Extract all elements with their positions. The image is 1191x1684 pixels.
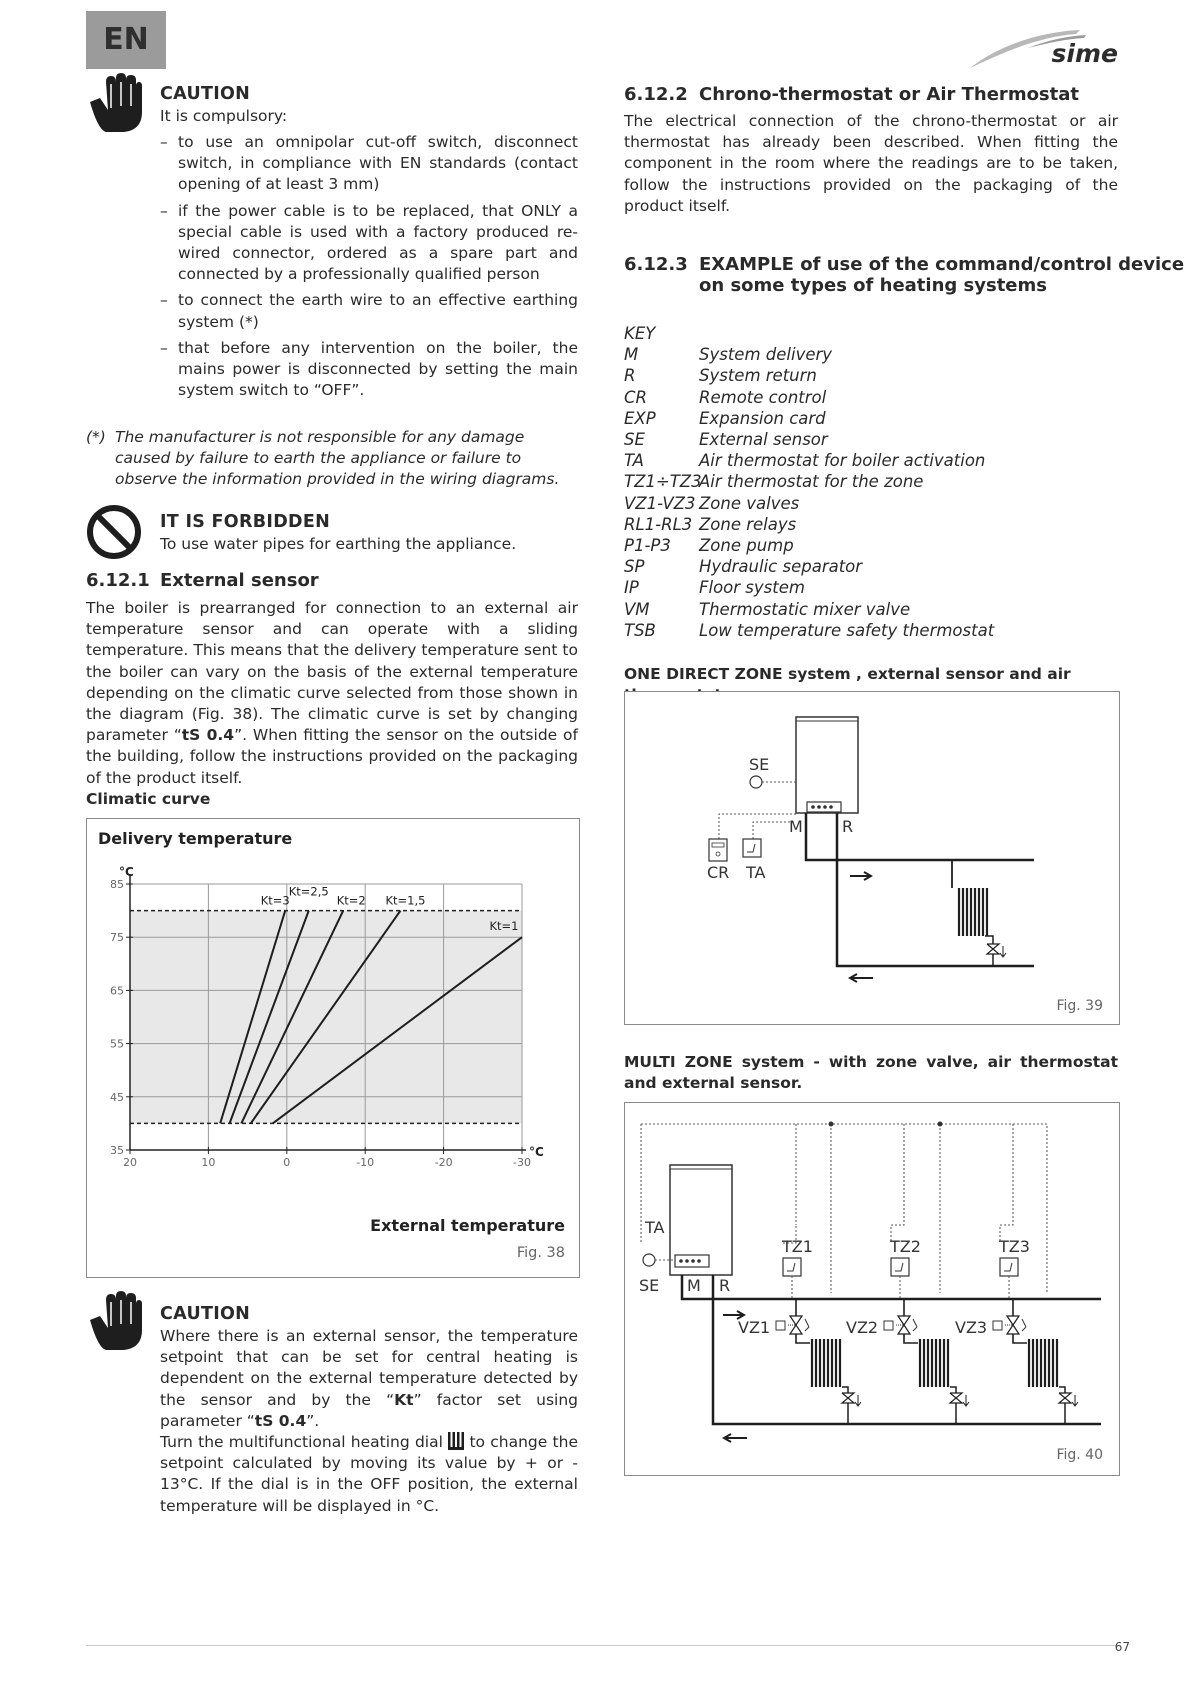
figure-number: Fig. 39 bbox=[1056, 998, 1103, 1014]
thermostat-icon bbox=[743, 839, 761, 857]
x-tick-label: 0 bbox=[283, 1156, 291, 1169]
r-label: R bbox=[842, 817, 854, 836]
key-row: TA Air thermostat for boiler activation bbox=[624, 451, 986, 471]
zone-valve-actuator bbox=[993, 1321, 1002, 1330]
figure-number: Fig. 38 bbox=[516, 1245, 565, 1261]
ta-label: TA bbox=[645, 1218, 665, 1237]
sensor-icon bbox=[750, 776, 762, 788]
delivery-pipe bbox=[682, 1275, 1101, 1299]
zone-valve-actuator bbox=[884, 1321, 893, 1330]
lockshield-valve bbox=[950, 1393, 962, 1403]
y-tick-label: 75 bbox=[110, 931, 124, 945]
y-tick-label: 55 bbox=[110, 1037, 124, 1051]
footnote-mark: (*) bbox=[86, 428, 106, 446]
radiator-feed bbox=[796, 1334, 810, 1343]
brand-name: sime bbox=[1051, 39, 1118, 68]
key-row: IP Floor system bbox=[624, 578, 805, 598]
y-tick-label: 85 bbox=[110, 878, 124, 891]
figure-number: Fig. 40 bbox=[1056, 1447, 1103, 1463]
valve-arrow bbox=[1072, 1395, 1078, 1406]
lockshield-valve bbox=[1059, 1393, 1071, 1403]
m-label: M bbox=[789, 817, 803, 836]
caution-list bbox=[160, 132, 578, 406]
chrono-thermostat-body: The electrical connection of the chrono-thermostat or air thermostat has already been described. When fitting the component in the room where the readings are to be taken, follow the instructions provided on the packaging of the product itself. bbox=[624, 112, 1118, 215]
forbidden-text: To use water pipes for earthing the appliance. bbox=[160, 535, 517, 553]
curve-label: Kt=2 bbox=[336, 893, 366, 908]
radiator-valve bbox=[987, 944, 999, 954]
cr-label: CR bbox=[707, 863, 730, 882]
language-tab: EN bbox=[86, 11, 166, 69]
list-item: – that before any intervention on the boiler, the mains power is disconnected by setting the main system switch to “OFF”. bbox=[160, 338, 578, 402]
caution-hand-icon bbox=[86, 1290, 142, 1352]
x-unit: °C bbox=[529, 1145, 544, 1159]
section-title: EXAMPLE of use of the command/control device on some types of heating systems bbox=[699, 254, 1185, 296]
curve-label: Kt=1 bbox=[489, 919, 519, 934]
list-item: – to connect the earth wire to an effective earthing system (*) bbox=[160, 290, 578, 332]
x-tick-label: 10 bbox=[201, 1156, 216, 1169]
key-row: M System delivery bbox=[624, 345, 833, 365]
radiator bbox=[959, 888, 987, 936]
key-row: RL1-RL3 Zone relays bbox=[624, 514, 797, 534]
caution-hand-icon bbox=[86, 72, 142, 134]
key-legend bbox=[624, 323, 1118, 641]
climatic-curve-figure bbox=[86, 818, 580, 1278]
fig39-diagram bbox=[624, 691, 1120, 1025]
radiator-feed bbox=[1013, 1334, 1027, 1343]
section-number: 6.12.2 bbox=[624, 84, 688, 105]
list-item: – to use an omnipolar cut-off switch, disconnect switch, in compliance with EN standards (contact opening of at least 3 mm) bbox=[160, 132, 578, 196]
caution-intro: It is compulsory: bbox=[160, 107, 288, 125]
figure-caption: ONE DIRECT ZONE system , external sensor and air bbox=[624, 665, 1071, 683]
x-tick-label: -20 bbox=[434, 1156, 453, 1169]
y-unit: °C bbox=[119, 865, 134, 879]
section-number: 6.12.3 bbox=[624, 254, 688, 275]
forbidden-title: IT IS FORBIDDEN bbox=[160, 512, 331, 532]
zone-valve-label: VZ3 bbox=[955, 1318, 988, 1337]
valve-arrow bbox=[963, 1395, 969, 1406]
return-pipe bbox=[837, 813, 1034, 966]
valve-mark bbox=[805, 1319, 809, 1331]
zone-valve-label: VZ1 bbox=[738, 1318, 771, 1337]
return-arrow bbox=[724, 1434, 747, 1442]
x-tick-label: 20 bbox=[123, 1156, 137, 1169]
y-tick-label: 35 bbox=[110, 1144, 124, 1157]
remote-control-icon bbox=[709, 839, 727, 861]
key-row: R System return bbox=[624, 366, 817, 386]
se-label: SE bbox=[639, 1276, 660, 1295]
ta-label: TA bbox=[746, 863, 766, 882]
m-label: M bbox=[687, 1276, 701, 1295]
return-arrow bbox=[850, 974, 873, 982]
radiator-out bbox=[842, 1387, 848, 1393]
zone-thermostat-label: TZ3 bbox=[999, 1237, 1030, 1256]
y-tick-label: 65 bbox=[110, 984, 124, 998]
key-title: KEY bbox=[624, 324, 656, 343]
x-axis-label: External temperature bbox=[370, 1216, 565, 1235]
valve-arrow bbox=[855, 1395, 861, 1406]
forbidden-icon bbox=[86, 504, 142, 560]
key-row: SP Hydraulic separator bbox=[624, 557, 863, 577]
key-row: SE External sensor bbox=[624, 430, 828, 450]
zone-valve-actuator bbox=[776, 1321, 785, 1330]
key-row: VZ1-VZ3 Zone valves bbox=[624, 493, 800, 513]
return-pipe bbox=[713, 1275, 1101, 1424]
flow-arrow bbox=[850, 872, 871, 880]
zone-thermostat-icon bbox=[1000, 1258, 1018, 1276]
r-label: R bbox=[719, 1276, 731, 1295]
footnote-text: The manufacturer is not responsible for any damage caused by failure to earth the appliance or failure to observe the information provided in the wiring diagrams. bbox=[115, 428, 560, 489]
zone-valve-icon bbox=[790, 1316, 802, 1334]
climatic-curve-chart bbox=[87, 819, 579, 1277]
external-sensor-body: The boiler is prearranged for connection to an external air temperature sensor and can operate with a sliding temperature. This means that the delivery temperature sent to the boiler can vary on the basis of the external temperature depending on the climatic curve selected from those shown in the diagram (Fig. 38). The climatic curve is set by changing parameter “tS 0.4”. When fitting the sensor on the outside of the building, follow the instructions provided on the packaging of the product itself. bbox=[86, 599, 578, 787]
footer-rule bbox=[86, 1645, 1120, 1646]
y-tick-label: 45 bbox=[110, 1090, 124, 1104]
list-item: – if the power cable is to be replaced, that ONLY a special cable is used with a factory produced re-wired connector, ordered as a spare part and connected by a professionally qualified person bbox=[160, 201, 578, 286]
sensor-icon bbox=[643, 1254, 655, 1266]
chart-caption: Climatic curve bbox=[86, 790, 211, 808]
zone-thermostat-label: TZ1 bbox=[782, 1237, 813, 1256]
section-title: External sensor bbox=[160, 570, 319, 591]
key-row: CR Remote control bbox=[624, 387, 827, 407]
key-row: VM Thermostatic mixer valve bbox=[624, 599, 911, 619]
caution-text: Where there is an external sensor, the temperature setpoint that can be set for central heating is dependent on the external temperature detected by the sensor and by the “Kt” factor set using parameter “tS 0.4”. Turn the multifunctional heating dial to change the setpoint calculated by moving its value by + or - 13°C. If the dial is in the OFF position, the external temperature will be displayed in °C. bbox=[160, 1327, 578, 1515]
se-label: SE bbox=[749, 755, 770, 774]
caution-title: CAUTION bbox=[160, 1304, 251, 1324]
caution-title: CAUTION bbox=[160, 84, 251, 104]
curve-label: Kt=3 bbox=[260, 893, 290, 908]
valve-mark bbox=[1022, 1319, 1026, 1331]
zone-valve-icon bbox=[898, 1316, 910, 1334]
boiler bbox=[796, 717, 858, 813]
section-title: Chrono-thermostat or Air Thermostat bbox=[699, 84, 1080, 105]
sime-logo bbox=[968, 24, 1120, 70]
fig40-diagram bbox=[624, 1102, 1120, 1476]
curve-label: Kt=1,5 bbox=[385, 893, 426, 908]
zone-valve-icon bbox=[1007, 1316, 1019, 1334]
radiator-out bbox=[1059, 1387, 1065, 1393]
key-row: TZ1÷TZ3 Air thermostat for the zone bbox=[624, 472, 924, 492]
page-number: 67 bbox=[1114, 1640, 1130, 1654]
delivery-pipe bbox=[806, 813, 1034, 860]
lockshield-valve bbox=[842, 1393, 854, 1403]
section-number: 6.12.1 bbox=[86, 570, 150, 591]
zone-valve-label: VZ2 bbox=[846, 1318, 879, 1337]
key-row: P1-P3 Zone pump bbox=[624, 536, 794, 556]
zone-thermostat-icon bbox=[783, 1258, 801, 1276]
x-tick-label: -30 bbox=[513, 1156, 531, 1169]
radiator-feed bbox=[904, 1334, 918, 1343]
key-row: TSB Low temperature safety thermostat bbox=[624, 620, 995, 640]
valve-mark bbox=[913, 1319, 917, 1331]
radiator-out bbox=[950, 1387, 956, 1393]
zone-thermostat-icon bbox=[891, 1258, 909, 1276]
key-row: EXP Expansion card bbox=[624, 408, 826, 428]
zone-thermostat-label: TZ2 bbox=[890, 1237, 921, 1256]
chart-title: Delivery temperature bbox=[98, 829, 293, 848]
x-tick-label: -10 bbox=[356, 1156, 375, 1169]
heating-dial-icon bbox=[448, 1432, 464, 1450]
curve-label: Kt=2,5 bbox=[288, 884, 329, 899]
figure-caption: MULTI ZONE system - with zone valve, air thermostat and external sensor. bbox=[624, 1053, 1118, 1092]
